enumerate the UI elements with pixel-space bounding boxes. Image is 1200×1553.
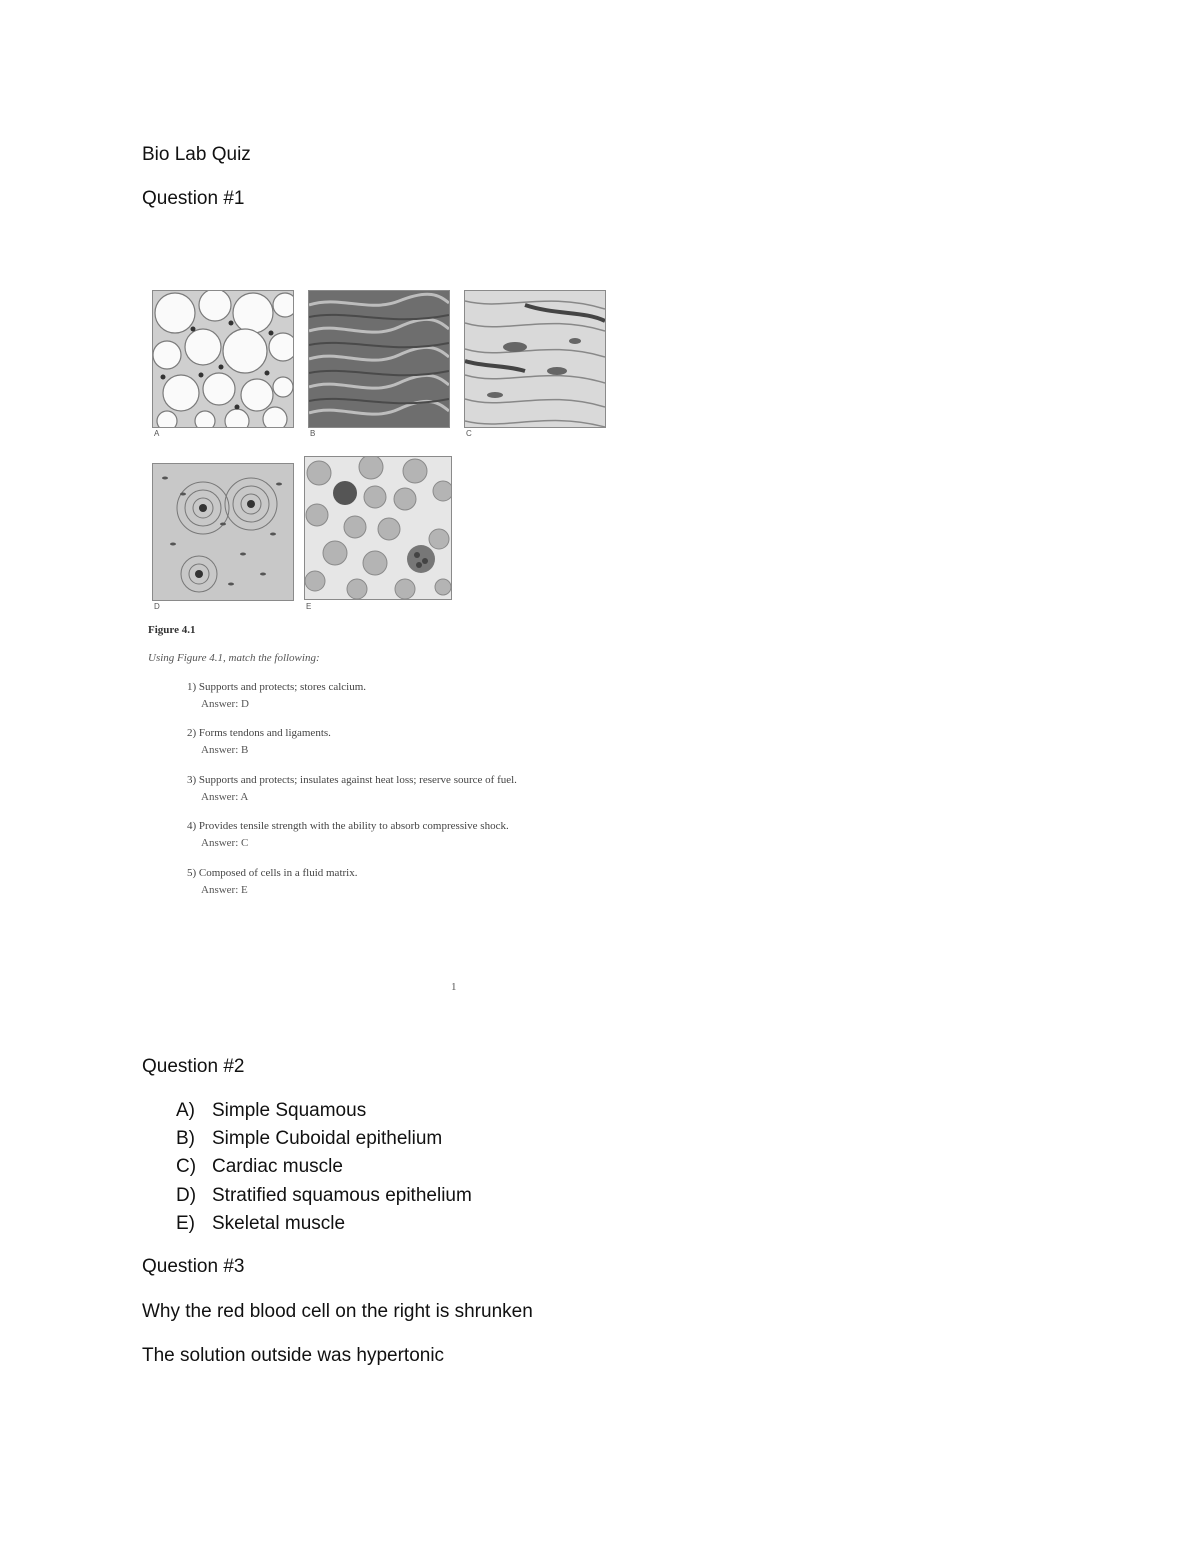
figure-panel-c-fibrocartilage xyxy=(464,290,606,428)
figure-caption: Figure 4.1 xyxy=(148,624,196,636)
figure-panel-d-bone xyxy=(152,463,294,601)
question-3-answer: The solution outside was hypertonic xyxy=(142,1345,445,1366)
document-title: Bio Lab Quiz xyxy=(142,144,251,165)
q2-option-d: Stratified squamous epithelium xyxy=(212,1185,472,1206)
q2-option-e: Skeletal muscle xyxy=(212,1213,346,1234)
q1-item-5: 5) Composed of cells in a fluid matrix. xyxy=(187,867,358,879)
q2-option-letter-d: D) xyxy=(176,1185,197,1206)
panel-label-e: E xyxy=(306,602,312,611)
question-3-heading: Question #3 xyxy=(142,1256,245,1277)
q2-option-letter-a: A) xyxy=(176,1100,195,1121)
q1-answer-1: Answer: D xyxy=(201,698,249,710)
panel-label-d: D xyxy=(154,602,160,611)
q1-answer-4: Answer: C xyxy=(201,837,249,849)
panel-label-c: C xyxy=(466,429,472,438)
q1-answer-5: Answer: E xyxy=(201,884,248,896)
panel-label-b: B xyxy=(310,429,316,438)
q2-option-letter-e: E) xyxy=(176,1213,195,1234)
page-number: 1 xyxy=(451,981,457,993)
question-1-heading: Question #1 xyxy=(142,188,245,209)
q1-item-4: 4) Provides tensile strength with the ability to absorb compressive shock. xyxy=(187,820,509,832)
q2-option-c: Cardiac muscle xyxy=(212,1156,343,1177)
figure-panel-a-adipose xyxy=(152,290,294,428)
figure-instruction: Using Figure 4.1, match the following: xyxy=(148,652,320,664)
q1-answer-3: Answer: A xyxy=(201,791,249,803)
q2-option-letter-b: B) xyxy=(176,1128,195,1149)
q1-item-2: 2) Forms tendons and ligaments. xyxy=(187,727,331,739)
figure-panel-e-blood xyxy=(304,456,452,600)
panel-label-a: A xyxy=(154,429,160,438)
question-2-heading: Question #2 xyxy=(142,1056,245,1077)
q1-item-1: 1) Supports and protects; stores calcium. xyxy=(187,681,367,693)
q2-option-a: Simple Squamous xyxy=(212,1100,367,1121)
q1-item-3: 3) Supports and protects; insulates against heat loss; reserve source of fuel. xyxy=(187,774,517,786)
q1-answer-2: Answer: B xyxy=(201,744,249,756)
q2-option-letter-c: C) xyxy=(176,1156,197,1177)
q2-option-b: Simple Cuboidal epithelium xyxy=(212,1128,443,1149)
figure-panel-b-dense-regular xyxy=(308,290,450,428)
question-3-text: Why the red blood cell on the right is shrunken xyxy=(142,1301,533,1322)
